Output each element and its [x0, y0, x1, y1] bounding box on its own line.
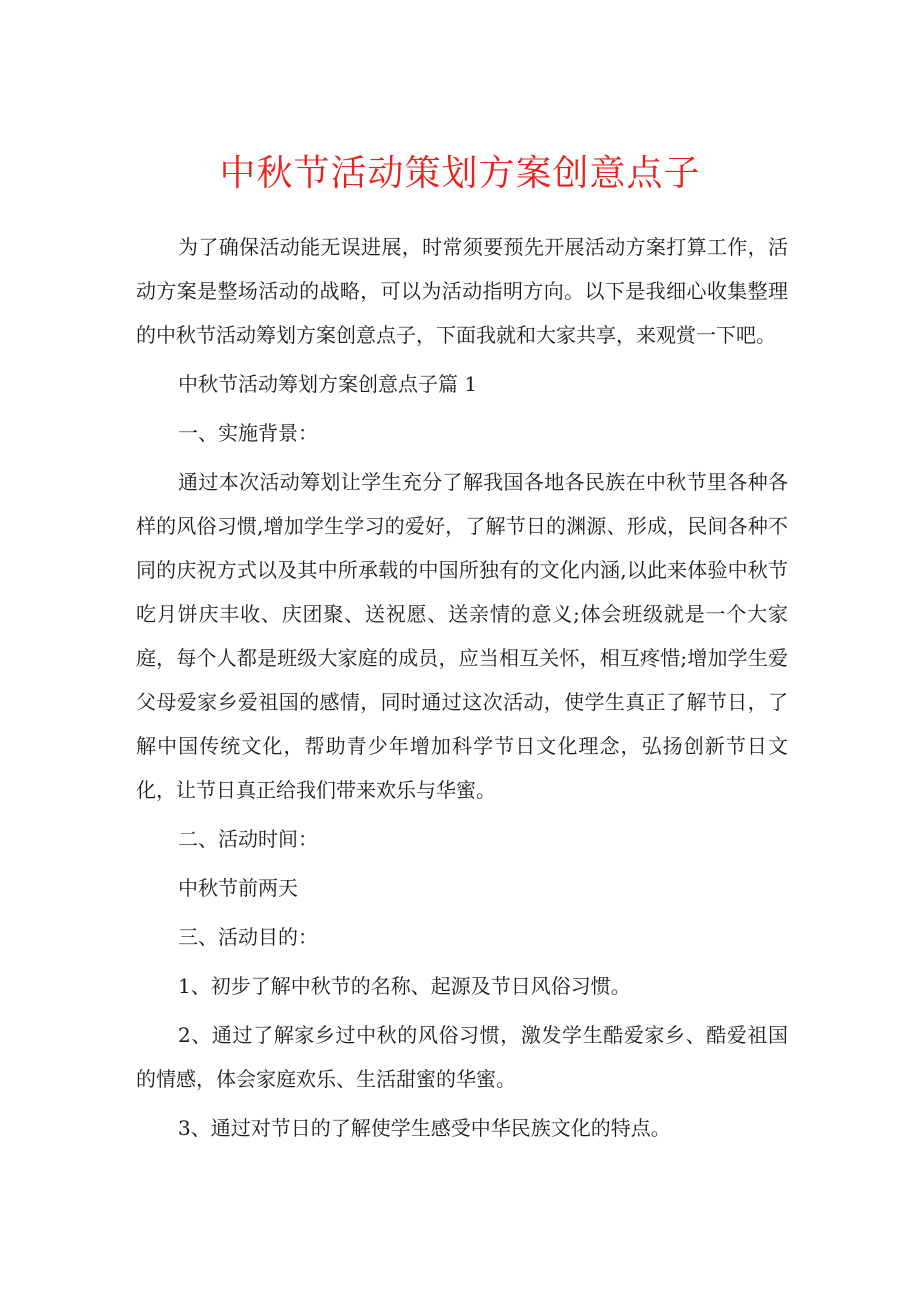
document-body: [136, 225, 788, 1155]
section-heading-part-1: 中秋节活动筹划方案创意点子篇 1: [178, 372, 478, 396]
heading-background: 一、实施背景：: [178, 421, 318, 445]
heading-activity-purpose: 三、活动目的：: [178, 925, 318, 949]
background-paragraph: 通过本次活动筹划让学生充分了解我国各地各民族在中秋节里各种各样的风俗习惯,增加学生学习的爱好，了解节日的渊源、形成，民间各种不同的庆祝方式以及其中所承载的中国所独有的文化内涵,以此来体验中秋节吃月饼庆丰收、庆团聚、送祝愿、送亲情的意义;体会班级就是一个大家庭，每个人都是班级大家庭的成员，应当相互关怀，相互疼惜;增加学生爱父母爱家乡爱祖国的感情，同时通过这次活动，使学生真正了解节日，了解中国传统文化，帮助青少年增加科学节日文化理念，弘扬创新节日文化，让节日真正给我们带来欢乐与华蜜。: [136, 470, 788, 802]
intro-paragraph: 为了确保活动能无误进展，时常须要预先开展活动方案打算工作，活动方案是整场活动的战略，可以为活动指明方向。以下是我细心收集整理的中秋节活动筹划方案创意点子，下面我就和大家共享，来观赏一下吧。: [136, 235, 788, 347]
heading-activity-time: 二、活动时间：: [178, 827, 318, 851]
purpose-item-3: 3、通过对节日的了解使学生感受中华民族文化的特点。: [178, 1116, 671, 1140]
purpose-item-2: 2、通过了解家乡过中秋的风俗习惯，激发学生酷爱家乡、酷爱祖国的情感，体会家庭欢乐、生活甜蜜的华蜜。: [136, 1023, 788, 1091]
purpose-item-1: 1、初步了解中秋节的名称、起源及节日风俗习惯。: [178, 974, 631, 998]
activity-time-text: 中秋节前两天: [178, 876, 298, 900]
document-title: 中秋节活动策划方案创意点子: [219, 153, 701, 194]
